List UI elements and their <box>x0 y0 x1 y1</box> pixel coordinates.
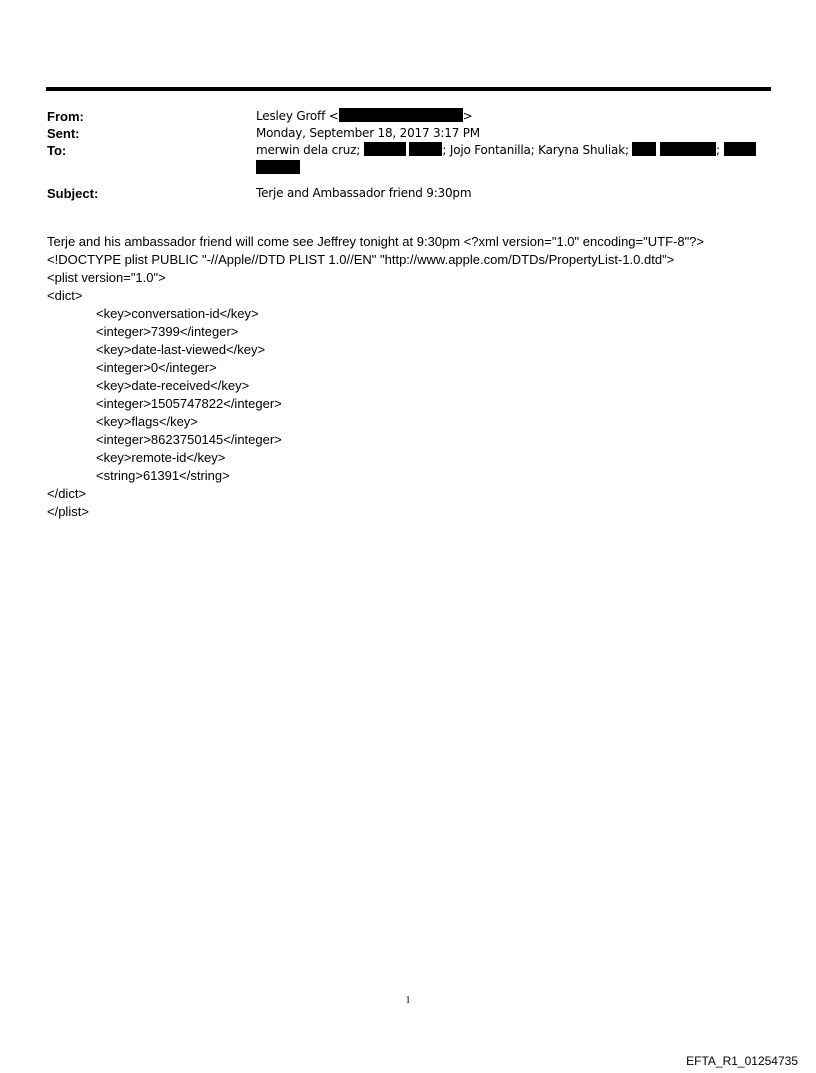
email-header <box>47 108 767 202</box>
body-line: <integer>7399</integer> <box>96 324 239 339</box>
body-line: <key>remote-id</key> <box>96 450 226 465</box>
redaction-box <box>724 142 756 156</box>
body-line: <plist version="1.0"> <box>47 270 166 285</box>
body-line: Terje and his ambassador friend will come see Jeffrey tonight at 9:30pm <?xml version="1.0" encoding="UTF-8"?> <box>47 234 705 249</box>
body-line: <integer>0</integer> <box>96 360 217 375</box>
from-row <box>47 108 767 125</box>
redaction-box <box>632 142 656 156</box>
subject-row <box>47 185 767 202</box>
subject-value: Terje and Ambassador friend 9:30pm <box>256 186 472 200</box>
body-line: </dict> <box>47 486 87 501</box>
body-line: <!DOCTYPE plist PUBLIC "-//Apple//DTD PLIST 1.0//EN" "http://www.apple.com/DTDs/PropertyList-1.0.dtd"> <box>47 252 675 267</box>
subject-label: Subject: <box>47 186 99 201</box>
page-number: 1 <box>405 995 411 1006</box>
document-id: EFTA_R1_01254735 <box>686 1054 798 1068</box>
redaction-box <box>364 142 406 156</box>
sent-row <box>47 125 767 142</box>
sent-label: Sent: <box>47 126 80 141</box>
to-row <box>47 142 767 177</box>
from-label: From: <box>47 109 84 124</box>
to-value <box>256 142 767 177</box>
body-line: <key>date-last-viewed</key> <box>96 342 266 357</box>
body-line: <integer>1505747822</integer> <box>96 396 282 411</box>
body-line: <dict> <box>47 288 83 303</box>
email-body <box>47 233 777 521</box>
to-separator: ; <box>716 143 720 157</box>
sent-value: Monday, September 18, 2017 3:17 PM <box>256 126 480 140</box>
from-name: Lesley Groff < <box>256 109 339 123</box>
body-line: <key>date-received</key> <box>96 378 250 393</box>
body-line: </plist> <box>47 504 89 519</box>
from-value <box>256 108 767 125</box>
redaction-box <box>256 160 300 174</box>
body-line: <string>61391</string> <box>96 468 230 483</box>
body-line: <integer>8623750145</integer> <box>96 432 282 447</box>
redaction-box <box>409 142 442 156</box>
body-line: <key>flags</key> <box>96 414 198 429</box>
from-suffix: > <box>462 109 473 123</box>
body-line: <key>conversation-id</key> <box>96 306 259 321</box>
to-label: To: <box>47 143 67 158</box>
to-recipients-2: ; Jojo Fontanilla; Karyna Shuliak; <box>442 143 629 157</box>
redaction-box <box>339 108 463 122</box>
to-recipient-1: merwin dela cruz; <box>256 143 361 157</box>
header-rule <box>46 87 771 91</box>
redaction-box <box>660 142 716 156</box>
